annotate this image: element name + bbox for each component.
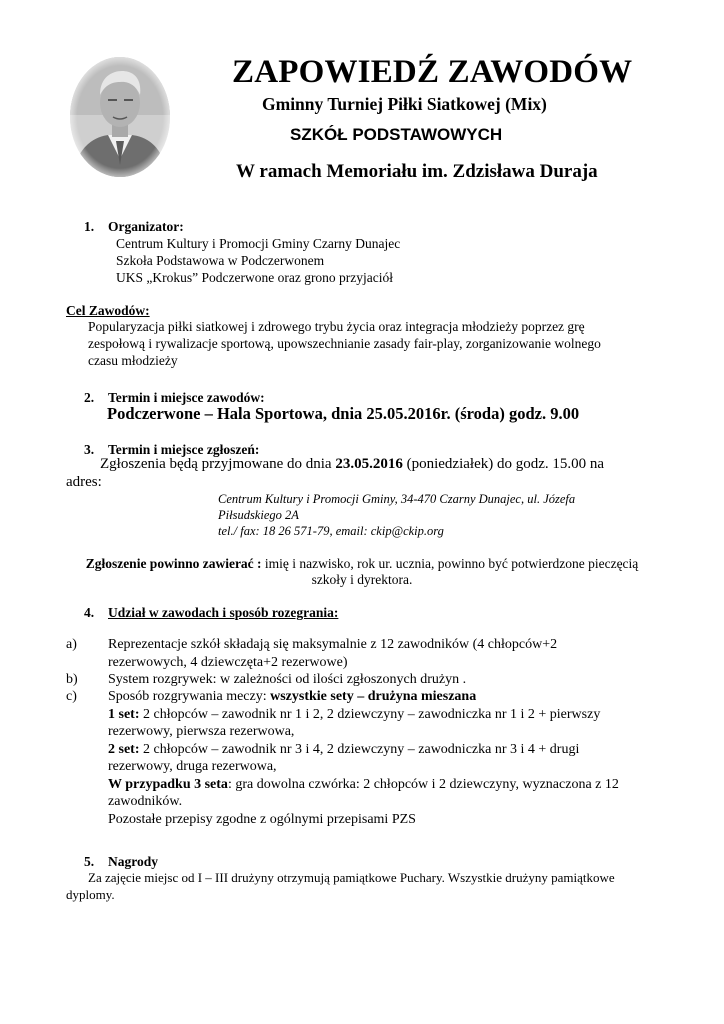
rules-line: Pozostałe przepisy zgodne z ogólnymi przepisami PZS [108, 811, 416, 827]
set3-text: : gra dowolna czwórka: 2 chłopców i 2 dziewczyny, wyznaczona z 12 [227, 776, 619, 792]
prizes-text [88, 869, 615, 886]
prizes-line2: dyplomy. [66, 887, 115, 902]
set1-label: 1 set: [108, 706, 140, 722]
set2-text: 2 chłopców – zawodnik nr 3 i 4, 2 dziewczyny – zawodniczka nr 3 i 4 + drugi [139, 741, 580, 757]
set2-line [108, 741, 619, 759]
c-intro-bold: wszystkie sety – drużyna mieszana [270, 689, 477, 704]
goal-line: Popularyzacja piłki siatkowej i zdrowego trybu życia oraz integracja młodzieży poprzez grę [88, 319, 585, 334]
participation-item-c [108, 688, 619, 828]
registration-number: 3. [84, 442, 95, 457]
organizer-number: 1. [84, 219, 95, 234]
address-line: tel./ fax: 18 26 571-79, email: ckip@ckip.org [218, 524, 444, 538]
address-line: Piłsudskiego 2A [218, 508, 299, 522]
set2-label: 2 set: [108, 741, 140, 757]
registration-text: Zgłoszenia będą przyjmowane do dnia [100, 456, 336, 472]
set1-text: 2 chłopców – zawodnik nr 1 i 2, 2 dziewczyny – zawodniczka nr 1 i 2 + pierwszy [139, 706, 601, 722]
c-intro-text: Sposób rozgrywania meczy: [108, 689, 271, 704]
address-line: Centrum Kultury i Promocji Gminy, 34-470 Czarny Dunajec, ul. Józefa [218, 492, 576, 506]
term-value: Podczerwone – Hala Sportowa, dnia 25.05.2016r. (środa) godz. 9.00 [107, 404, 580, 423]
participation-heading: Udział w zawodach i sposób rozegrania: [108, 605, 339, 620]
registration-date: 23.05.2016 [335, 456, 403, 472]
prizes-line: Za zajęcie miejsc od I – III drużyny otrzymują pamiątkowe Puchary. Wszystkie drużyny pamiątkowe [88, 870, 615, 885]
set3-line [108, 776, 619, 794]
set1-line [108, 706, 619, 724]
prizes-number: 5. [84, 854, 95, 869]
portrait-photo-icon [68, 55, 172, 179]
organizer-line: UKS „Krokus” Podczerwone oraz grono przyjaciół [116, 270, 394, 285]
organizer-heading: Organizator: [108, 219, 184, 234]
memorial-heading: W ramach Memoriału im. Zdzisława Duraja [236, 161, 598, 182]
item-c-intro [108, 688, 619, 706]
registration-adres-label: adres: [66, 474, 102, 490]
prizes-heading: Nagrody [108, 854, 159, 869]
page-title: ZAPOWIEDŹ ZAWODÓW [232, 54, 633, 90]
participation-marker-b: b) [66, 672, 78, 687]
participation-item-a [108, 636, 557, 671]
goal-line: zespołową i rywalizacje sportową, upowszechnianie zasady fair-play, zorganizowanie wolnego [88, 336, 601, 351]
set1-line2: rezerwowy, pierwsza rezerwowa, [108, 724, 295, 739]
participation-marker-a: a) [66, 637, 77, 652]
goal-heading: Cel Zawodów: [66, 303, 150, 318]
participation-number: 4. [84, 605, 95, 620]
registration-address [218, 491, 575, 539]
set3-label: W przypadku 3 seta [108, 776, 228, 792]
item-a-line: Reprezentacje szkół składają się maksymalnie z 12 zawodników (4 chłopców+2 [108, 637, 558, 652]
registration-text-end: (poniedziałek) do godz. 15.00 na [402, 456, 605, 472]
organizer-line: Szkoła Podstawowa w Podczerwonem [116, 253, 325, 268]
page-subtitle: Gminny Turniej Piłki Siatkowej (Mix) [262, 94, 547, 114]
item-a-line: rezerwowych, 4 dziewczęta+2 rezerwowe) [108, 654, 348, 670]
organizer-line: Centrum Kultury i Promocji Gminy Czarny Dunajec [116, 236, 401, 251]
goal-line: czasu młodzieży [88, 353, 178, 368]
registration-line [100, 456, 604, 473]
participation-item-b: System rozgrywek: w zależności od ilości zgłoszonych drużyn . [108, 672, 467, 687]
term-number: 2. [84, 390, 95, 405]
note-text: imię i nazwisko, rok ur. ucznia, powinno być potwierdzone pieczęcią [261, 556, 639, 571]
goal-text [88, 318, 601, 369]
organizer-list [116, 235, 400, 286]
registration-note [0, 555, 724, 572]
note-label: Zgłoszenie powinno zawierać : [85, 556, 262, 571]
term-heading: Termin i miejsce zawodów: [108, 390, 265, 405]
set3-line2: zawodników. [108, 794, 183, 809]
registration-note-line2: szkoły i dyrektora. [311, 572, 413, 587]
schools-heading: SZKÓŁ PODSTAWOWYCH [290, 125, 503, 144]
participation-marker-c: c) [66, 689, 77, 704]
set2-line2: rezerwowy, druga rezerwowa, [108, 759, 277, 774]
registration-heading: Termin i miejsce zgłoszeń: [108, 442, 260, 457]
